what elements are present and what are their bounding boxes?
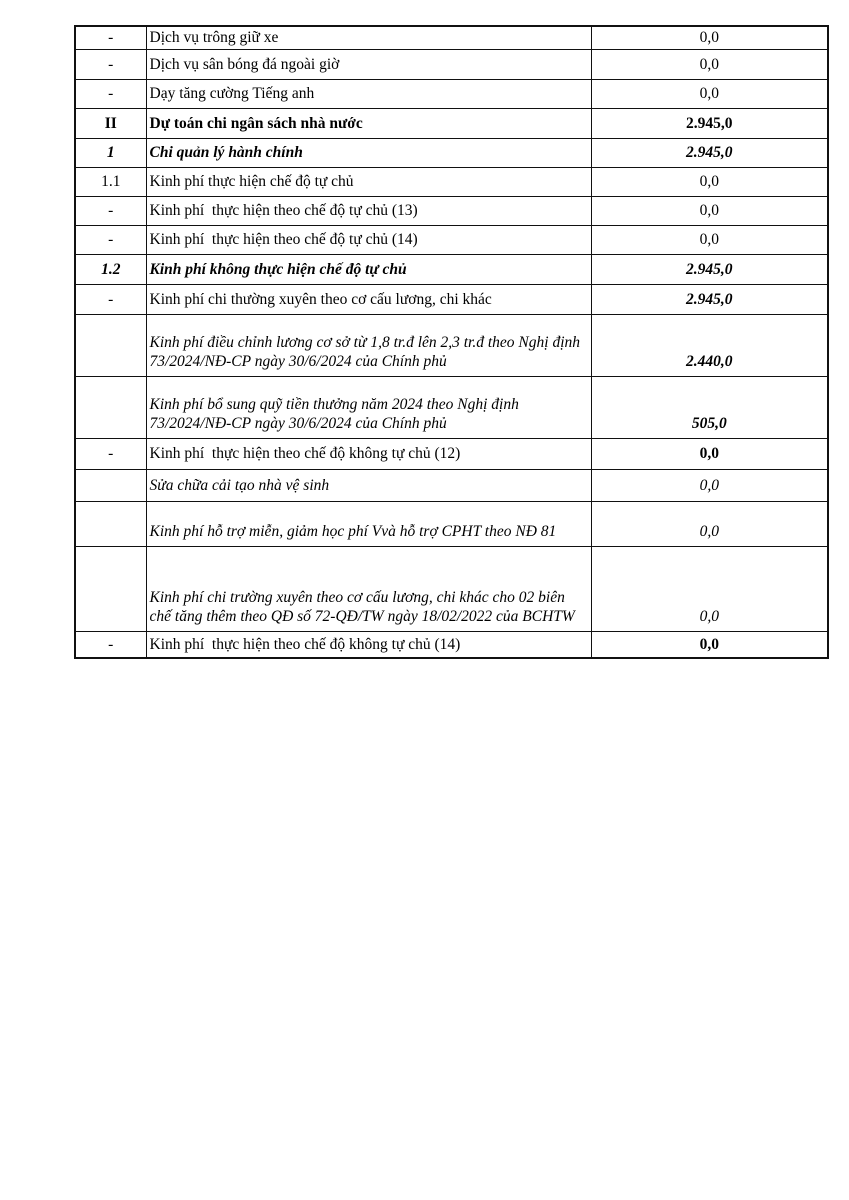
row-value-cell: 2.440,0	[591, 314, 828, 376]
row-value-cell: 2.945,0	[591, 284, 828, 314]
row-number-cell: -	[75, 49, 146, 79]
table-body	[75, 26, 828, 658]
row-description-cell: Dự toán chi ngân sách nhà nước	[146, 108, 591, 138]
row-description-cell: Kinh phí không thực hiện chế độ tự chủ	[146, 254, 591, 284]
row-value-cell: 0,0	[591, 546, 828, 631]
row-value-cell: 2.945,0	[591, 138, 828, 167]
row-number-cell	[75, 376, 146, 438]
row-description-cell: Chi quản lý hành chính	[146, 138, 591, 167]
row-number-cell: -	[75, 225, 146, 254]
row-description-cell: Kinh phí chi thường xuyên theo cơ cấu lương, chi khác	[146, 284, 591, 314]
row-value-cell: 2.945,0	[591, 254, 828, 284]
row-number-cell: -	[75, 196, 146, 225]
table-row	[75, 196, 828, 225]
row-number-cell: 1	[75, 138, 146, 167]
row-value-cell: 0,0	[591, 196, 828, 225]
row-description-cell: Kinh phí hỗ trợ miễn, giảm học phí Vvà hỗ trợ CPHT theo NĐ 81	[146, 501, 591, 546]
row-description-cell: Kinh phí thực hiện theo chế độ không tự chủ (12)	[146, 438, 591, 469]
row-description-cell: Kinh phí thực hiện chế độ tự chủ	[146, 167, 591, 196]
row-number-cell	[75, 501, 146, 546]
row-description-cell: Kinh phí thực hiện theo chế độ tự chủ (14)	[146, 225, 591, 254]
row-value-cell: 0,0	[591, 631, 828, 658]
row-number-cell: II	[75, 108, 146, 138]
table-row	[75, 108, 828, 138]
table-row	[75, 138, 828, 167]
table-row	[75, 79, 828, 108]
table-row	[75, 314, 828, 376]
row-description-cell: Dịch vụ trông giữ xe	[146, 26, 591, 49]
row-value-cell: 0,0	[591, 469, 828, 501]
table-row	[75, 284, 828, 314]
table-row	[75, 546, 828, 631]
row-description-cell: Kinh phí thực hiện theo chế độ tự chủ (13)	[146, 196, 591, 225]
row-number-cell	[75, 314, 146, 376]
row-value-cell: 0,0	[591, 225, 828, 254]
row-value-cell: 2.945,0	[591, 108, 828, 138]
table-row	[75, 167, 828, 196]
row-value-cell: 0,0	[591, 501, 828, 546]
row-value-cell: 0,0	[591, 49, 828, 79]
row-number-cell: -	[75, 284, 146, 314]
row-description-cell: Kinh phí bổ sung quỹ tiền thưởng năm 2024 theo Nghị định 73/2024/NĐ-CP ngày 30/6/2024 của Chính phủ	[146, 376, 591, 438]
budget-table	[74, 25, 829, 659]
row-description-cell: Kinh phí thực hiện theo chế độ không tự chủ (14)	[146, 631, 591, 658]
row-number-cell: -	[75, 631, 146, 658]
table-row	[75, 501, 828, 546]
row-description-cell: Dịch vụ sân bóng đá ngoài giờ	[146, 49, 591, 79]
row-number-cell: -	[75, 79, 146, 108]
table-row	[75, 49, 828, 79]
row-number-cell	[75, 546, 146, 631]
row-number-cell: 1.1	[75, 167, 146, 196]
row-value-cell: 505,0	[591, 376, 828, 438]
table-row	[75, 254, 828, 284]
row-description-cell: Sửa chữa cải tạo nhà vệ sinh	[146, 469, 591, 501]
table-row	[75, 26, 828, 49]
table-row	[75, 469, 828, 501]
row-number-cell	[75, 469, 146, 501]
row-description-cell: Kinh phí điều chỉnh lương cơ sở từ 1,8 tr.đ lên 2,3 tr.đ theo Nghị định 73/2024/NĐ-CP ngày 30/6/2024 của Chính phủ	[146, 314, 591, 376]
row-value-cell: 0,0	[591, 438, 828, 469]
table-row	[75, 225, 828, 254]
row-number-cell: 1.2	[75, 254, 146, 284]
row-description-cell: Kinh phí chi trường xuyên theo cơ cấu lương, chi khác cho 02 biên chế tăng thêm theo QĐ số 72-QĐ/TW ngày 18/02/2022 của BCHTW	[146, 546, 591, 631]
row-value-cell: 0,0	[591, 79, 828, 108]
row-value-cell: 0,0	[591, 26, 828, 49]
row-number-cell: -	[75, 26, 146, 49]
table-row	[75, 631, 828, 658]
table-row	[75, 438, 828, 469]
row-description-cell: Dạy tăng cường Tiếng anh	[146, 79, 591, 108]
table-row	[75, 376, 828, 438]
row-value-cell: 0,0	[591, 167, 828, 196]
row-number-cell: -	[75, 438, 146, 469]
